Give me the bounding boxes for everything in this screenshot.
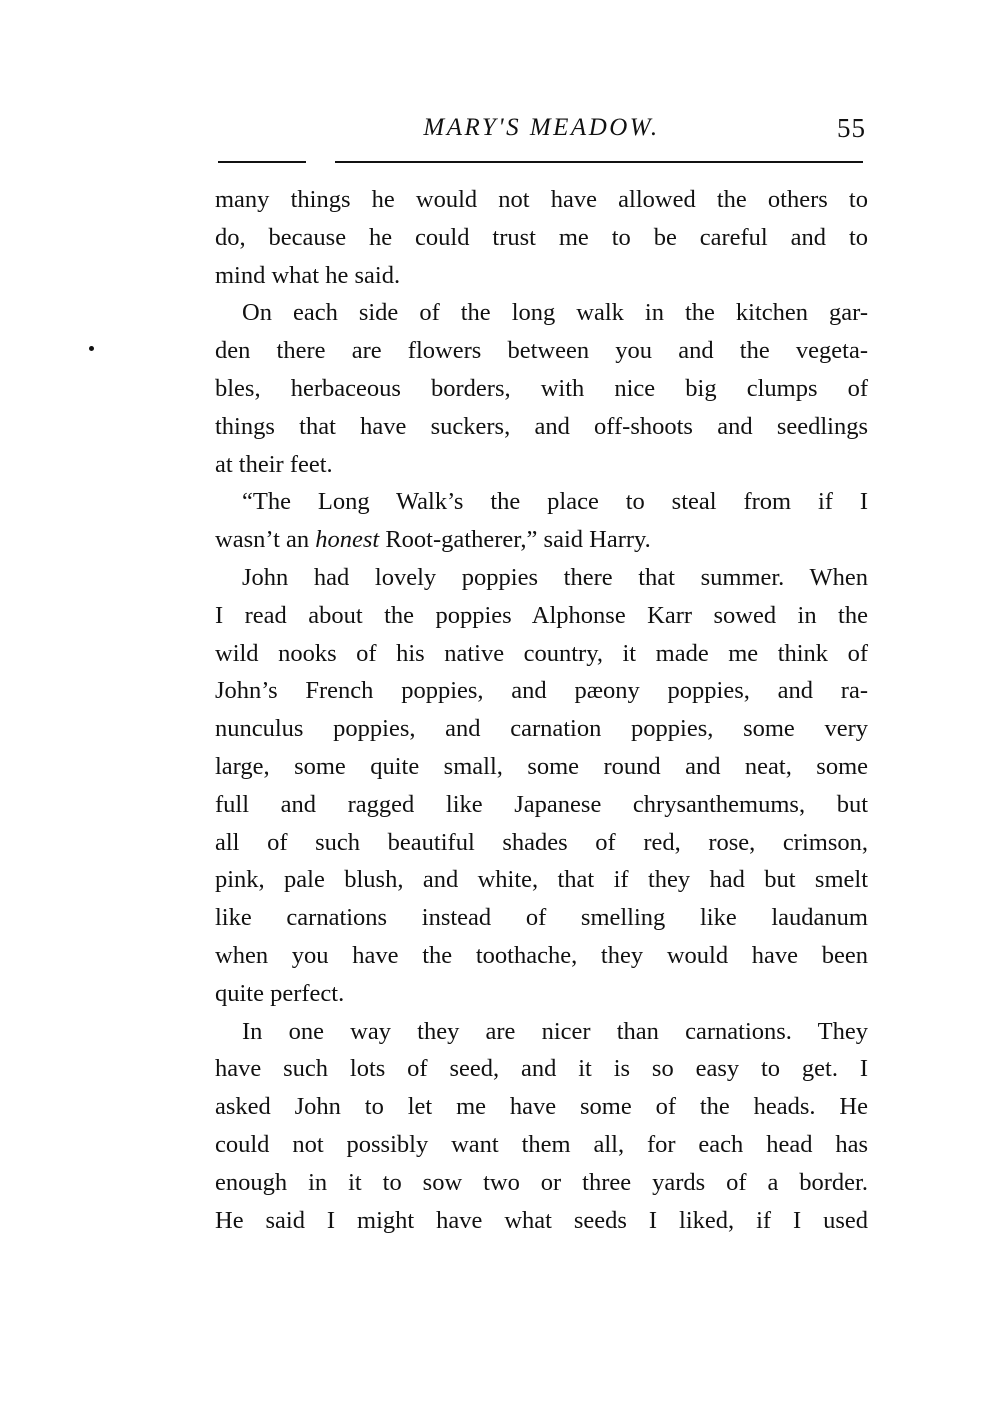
- text-line: all of such beautiful shades of red, rose, crimson,: [215, 828, 868, 856]
- text-line: quite perfect.: [215, 979, 345, 1007]
- text-line: enough in it to sow two or three yards of a border.: [215, 1168, 868, 1196]
- text-line: large, some quite small, some round and neat, some: [215, 752, 868, 780]
- margin-ink-speck: [89, 346, 94, 351]
- paragraph: [215, 559, 868, 1013]
- text-line: On each side of the long walk in the kitchen gar-: [242, 299, 868, 327]
- running-title: MARY'S MEADOW.: [423, 114, 660, 141]
- text-line: He said I might have what seeds I liked, if I used: [215, 1206, 868, 1234]
- paragraph: [215, 294, 868, 483]
- text-line: bles, herbaceous borders, with nice big clumps of: [215, 374, 868, 402]
- text-line: John had lovely poppies there that summer. When: [242, 563, 868, 591]
- text-line: when you have the toothache, they would have been: [215, 941, 868, 969]
- text-line: things that have suckers, and off-shoots and seedlings: [215, 412, 868, 440]
- running-head: [215, 108, 868, 148]
- text-line: many things he would not have allowed the others to: [215, 186, 868, 213]
- text-line: nunculus poppies, and carnation poppies, some very: [215, 715, 868, 743]
- text-line: asked John to let me have some of the heads. He: [215, 1093, 868, 1121]
- text-line: full and ragged like Japanese chrysanthemums, but: [215, 790, 868, 818]
- text-line: could not possibly want them all, for each head has: [215, 1130, 868, 1158]
- text-line: John’s French poppies, and pæony poppies, and ra-: [215, 677, 868, 705]
- text-line: do, because he could trust me to be careful and to: [215, 223, 868, 251]
- body-text: [215, 181, 868, 1239]
- text-line: wild nooks of his native country, it made me think of: [215, 639, 868, 667]
- page-number: 55: [837, 113, 866, 143]
- paragraph: [215, 181, 868, 294]
- text-line: at their feet.: [215, 450, 333, 478]
- text-run: wasn’t an: [215, 526, 316, 554]
- text-line: pink, pale blush, and white, that if they had but smelt: [215, 866, 868, 894]
- text-line: I read about the poppies Alphonse Karr sowed in the: [215, 601, 868, 629]
- paragraph: [215, 1013, 868, 1240]
- text-line: “The Long Walk’s the place to steal from if I: [242, 488, 868, 516]
- text-line: den there are flowers between you and the vegeta-: [215, 337, 868, 365]
- text-run: Root-gatherer,” said Harry.: [379, 526, 651, 554]
- text-line: [215, 521, 868, 559]
- text-line: In one way they are nicer than carnations. They: [242, 1017, 868, 1045]
- text-line: have such lots of seed, and it is so easy to get. I: [215, 1055, 868, 1083]
- text-line: like carnations instead of smelling like laudanum: [215, 904, 868, 932]
- paragraph: [215, 483, 868, 559]
- header-rule-left: [218, 161, 306, 163]
- italic-emphasis: honest: [315, 526, 380, 554]
- header-rule-right: [335, 161, 863, 163]
- text-line: mind what he said.: [215, 261, 401, 289]
